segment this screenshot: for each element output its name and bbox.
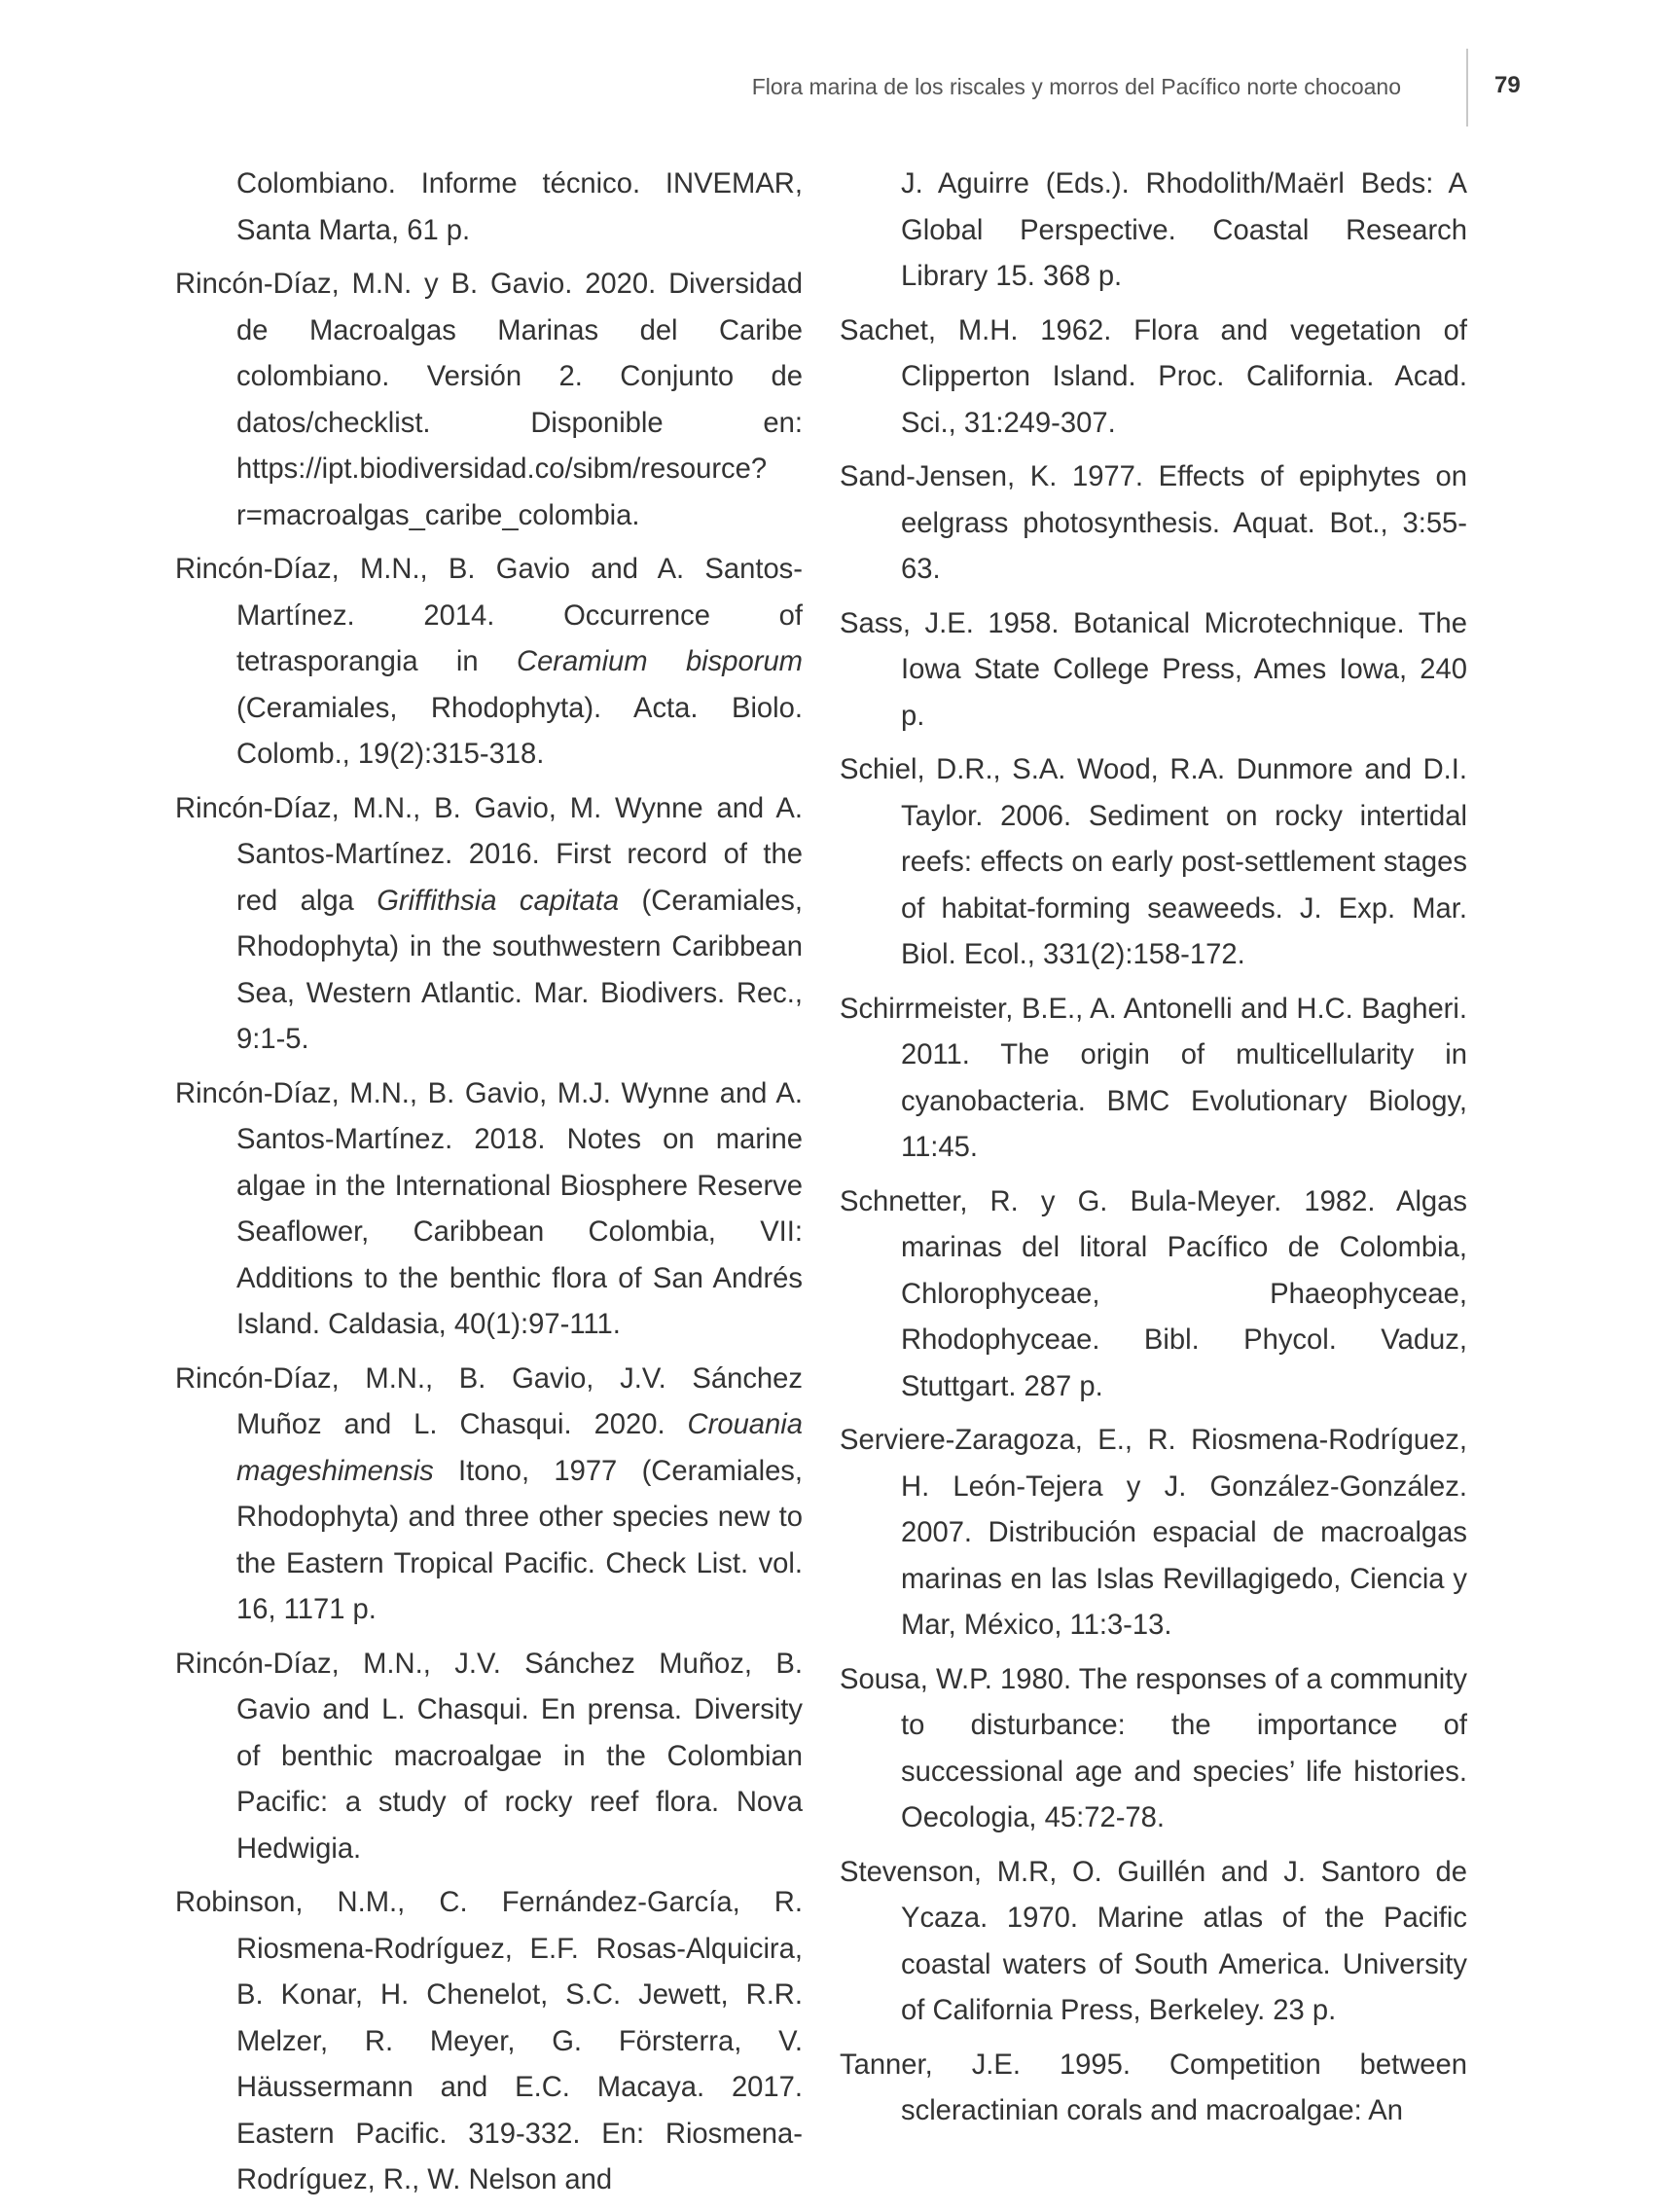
reference-entry [175, 547, 803, 779]
species-name: Crouania mageshimensis [236, 1409, 803, 1487]
header-divider [1466, 49, 1468, 127]
reference-text: Rincón-Díaz, M.N., B. Gavio, M. Wynne and A. Santos-Martínez. 2016. First record of the red alga [175, 792, 803, 917]
reference-text: Rincón-Díaz, M.N., B. Gavio and A. Santos-Martínez. 2014. Occurrence of tetrasporangia in [175, 554, 803, 677]
reference-entry: Sousa, W.P. 1980. The responses of a community to disturbance: the importance of successional age and species’ life histories. Oecologia, 45:72-78. [840, 1663, 1467, 1833]
references-right-column [840, 162, 1467, 2143]
reference-entry: Schirrmeister, B.E., A. Antonelli and H.C. Bagheri. 2011. The origin of multicellularity in cyanobacteria. BMC Evolutionary Biology, 11:45. [840, 993, 1467, 1163]
reference-entry: Rincón-Díaz, M.N., J.V. Sánchez Muñoz, B. Gavio and L. Chasqui. En prensa. Diversity of benthic macroalgae in the Colombian Pacific: a study of rocky reef flora. Nova Hedwigia. [175, 1648, 803, 1865]
reference-entry: Colombiano. Informe técnico. INVEMAR, Santa Marta, 61 p. [236, 168, 803, 246]
species-name: Ceramium bisporum [517, 646, 803, 677]
species-name: Griffithsia capitata [377, 885, 620, 917]
reference-entry: Serviere-Zaragoza, E., R. Riosmena-Rodríguez, H. León-Tejera y J. González-González. 2007. Distribución espacial de macroalgas marinas en las Islas Revillagigedo, Ciencia y Mar, México, 11:3-13. [840, 1425, 1467, 1641]
reference-entry: Rincón-Díaz, M.N., B. Gavio, M.J. Wynne and A. Santos-Martínez. 2018. Notes on marine algae in the International Biosphere Reserve Seaflower, Caribbean Colombia, VII: Additions to the benthic flora of San Andrés Island. Caldasia, 40(1):97-111. [175, 1077, 803, 1340]
reference-text: Rincón-Díaz, M.N., B. Gavio, J.V. Sánchez Muñoz and L. Chasqui. 2020. [175, 1362, 803, 1440]
reference-entry: Tanner, J.E. 1995. Competition between scleractinian corals and macroalgae: An [840, 2049, 1467, 2126]
running-title: Flora marina de los riscales y morros del Pacífico norte chocoano [751, 74, 1401, 99]
reference-entry: Schiel, D.R., S.A. Wood, R.A. Dunmore and D.I. Taylor. 2006. Sediment on rocky intertidal reefs: effects on early post-settlement stages of habitat-forming seaweeds. J. Exp. Mar. Biol. Ecol., 331(2):158-172. [840, 754, 1467, 970]
reference-entry: Stevenson, M.R, O. Guillén and J. Santoro de Ycaza. 1970. Marine atlas of the Pacific coastal waters of South America. University of California Press, Berkeley. 23 p. [840, 1856, 1467, 2026]
references-left-column [175, 162, 803, 2212]
reference-text: Itono, 1977 (Ceramiales, Rhodophyta) and three other species new to the Eastern Tropical Pacific. Check List. vol. 16, 1171 p. [236, 1455, 803, 1625]
page-number: 79 [1494, 72, 1521, 98]
reference-entry: Sand-Jensen, K. 1977. Effects of epiphytes on eelgrass photosynthesis. Aquat. Bot., 3:55-63. [840, 461, 1467, 585]
reference-entry [175, 1357, 803, 1634]
reference-entry: J. Aguirre (Eds.). Rhodolith/Maërl Beds: A Global Perspective. Coastal Research Library 15. 368 p. [901, 168, 1467, 292]
reference-text: (Ceramiales, Rhodophyta). Acta. Biolo. Colomb., 19(2):315-318. [236, 692, 803, 770]
reference-entry: Sachet, M.H. 1962. Flora and vegetation of Clipperton Island. Proc. California. Acad. Sci., 31:249-307. [840, 314, 1467, 439]
reference-entry [175, 786, 803, 1064]
reference-entry: Schnetter, R. y G. Bula-Meyer. 1982. Algas marinas del litoral Pacífico de Colombia, Chlorophyceae, Phaeophyceae, Rhodophyceae. Bibl. Phycol. Vaduz, Stuttgart. 287 p. [840, 1185, 1467, 1402]
reference-entry: Robinson, N.M., C. Fernández-García, R. Riosmena-Rodríguez, E.F. Rosas-Alquicira, B. Konar, H. Chenelot, S.C. Jewett, R.R. Melzer, R. Meyer, G. Försterra, V. Häussermann and E.C. Macaya. 2017. Eastern Pacific. 319-332. En: Riosmena-Rodríguez, R., W. Nelson and [175, 1887, 803, 2195]
reference-entry: Rincón-Díaz, M.N. y B. Gavio. 2020. Diversidad de Macroalgas Marinas del Caribe colombiano. Versión 2. Conjunto de datos/checklist. Disponible en: https://ipt.biodiversidad.co/sibm/resource?r=macroalgas_caribe_colombia. [175, 269, 803, 531]
reference-text: (Ceramiales, Rhodophyta) in the southwestern Caribbean Sea, Western Atlantic. Mar. Biodivers. Rec., 9:1-5. [236, 885, 803, 1055]
reference-entry: Sass, J.E. 1958. Botanical Microtechnique. The Iowa State College Press, Ames Iowa, 240 p. [840, 607, 1467, 732]
